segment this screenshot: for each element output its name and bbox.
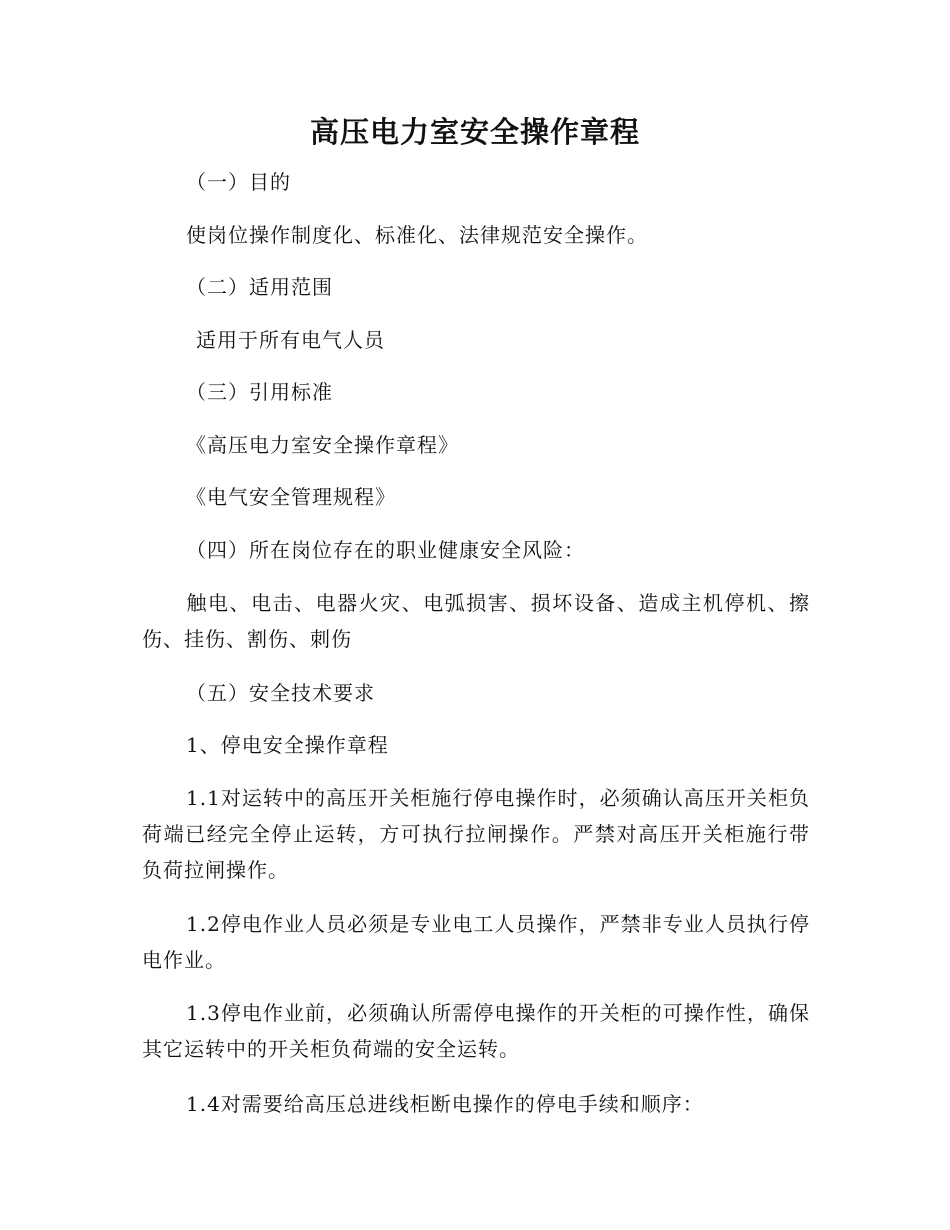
section-heading-technical-requirements: （五）安全技术要求 [186,681,375,705]
reference-item: 《电气安全管理规程》 [186,485,396,509]
section-heading-scope: （二）适用范围 [186,275,333,299]
section-heading-purpose: （一）目的 [186,170,291,194]
clause-1-4: 1.4对需要给高压总进线柜断电操作的停电手续和顺序： [186,1092,704,1116]
reference-item: 《高压电力室安全操作章程》 [186,433,459,457]
clause-1-3-text: 1.3停电作业前，必须确认所需停电操作的开关柜的可操作性，确保其它运转中的开关柜负荷端的安全运转。 [142,1001,810,1061]
section-heading-references: （三）引用标准 [186,380,333,404]
paragraph-risks-text: 触电、电击、电器火灾、电弧损害、损坏设备、造成主机停机、擦伤、挂伤、割伤、刺伤 [142,591,810,651]
subsection-heading-power-off: 1、停电安全操作章程 [186,733,389,757]
clause-1-2 [142,906,810,978]
clause-1-3 [142,995,810,1067]
clause-1-1-text: 1.1对运转中的高压开关柜施行停电操作时，必须确认高压开关柜负荷端已经完全停止运转，方可执行拉闸操作。严禁对高压开关柜施行带负荷拉闸操作。 [142,786,810,882]
paragraph-scope: 适用于所有电气人员 [196,328,385,352]
clause-1-2-text: 1.2停电作业人员必须是专业电工人员操作，严禁非专业人员执行停电作业。 [142,912,810,972]
document-title: 高压电力室安全操作章程 [309,115,640,149]
paragraph-risks [142,585,810,657]
clause-1-1 [142,780,810,888]
paragraph-purpose: 使岗位操作制度化、标准化、法律规范安全操作。 [186,223,648,247]
section-heading-risks: （四）所在岗位存在的职业健康安全风险： [186,538,585,562]
